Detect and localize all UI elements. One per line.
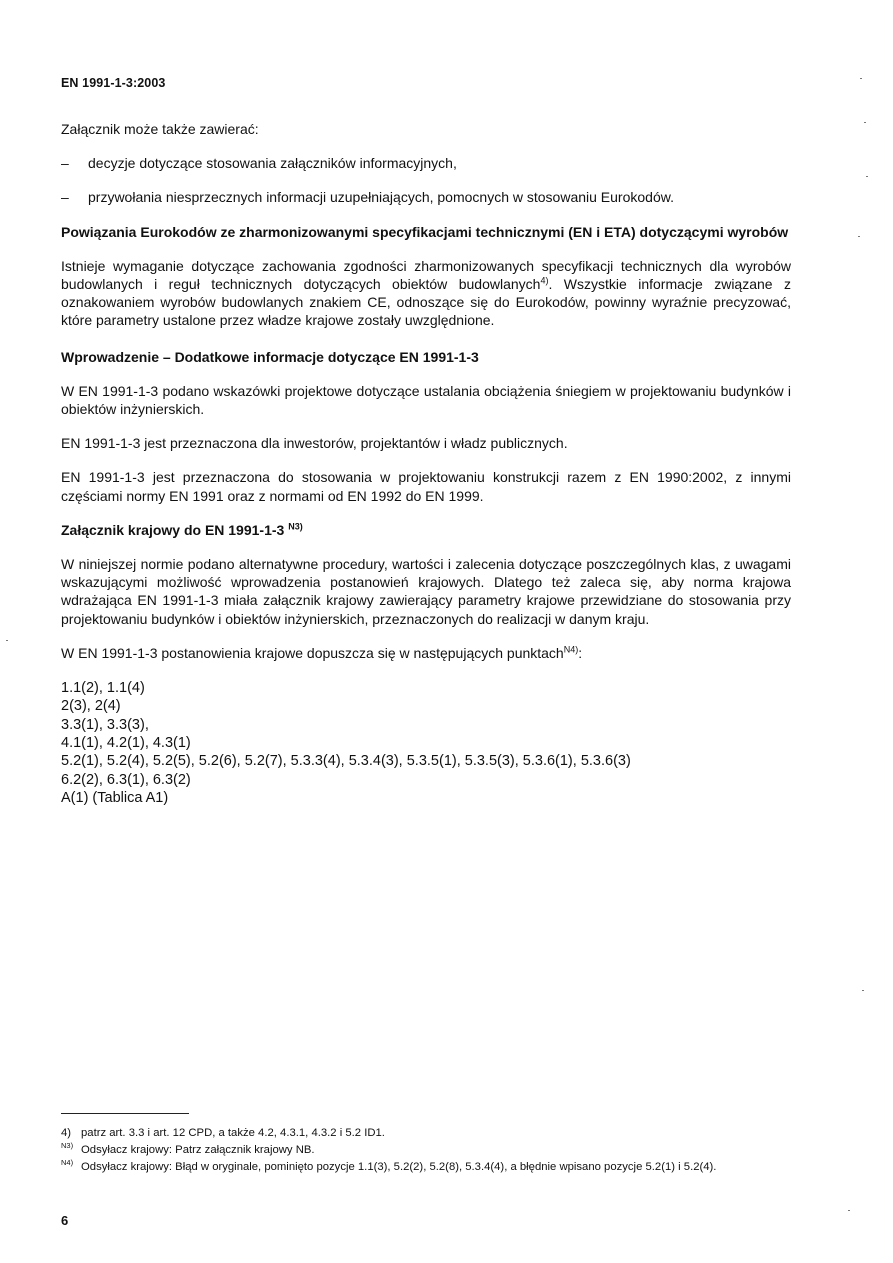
footnote-text: patrz art. 3.3 i art. 12 CPD, a także 4.2, 4.3.1, 4.3.2 i 5.2 ID1. — [81, 1127, 385, 1139]
paragraph-introduction-2: EN 1991-1-3 jest przeznaczona dla inwestorów, projektantów i władz publicznych. — [61, 435, 568, 452]
footnote-item — [61, 1126, 791, 1141]
clause-list-item: 1.1(2), 1.1(4) — [61, 680, 145, 697]
section-heading-harmonized-specs: Powiązania Eurokodów ze zharmonizowanymi specyfikacjami technicznymi (EN i ETA) dotyczącymi wyrobów — [61, 223, 789, 240]
paragraph-text: . Wszystkie informacje związane z oznakowaniem wyrobów budowlanych znakiem CE, odnoszące się do Eurokodów, powinny wyraźnie precyzować, które parametry ustalone przez władze krajowe zostały uwzględnione. — [61, 276, 791, 329]
scan-speck — [864, 122, 866, 123]
page-body — [61, 120, 791, 807]
paragraph-national-provisions — [61, 644, 791, 662]
clause-list-item: 5.2(1), 5.2(4), 5.2(5), 5.2(6), 5.2(7), 5.3.3(4), 5.3.4(3), 5.3.5(1), 5.3.5(3), 5.3.6(1), 5.3.6(3) — [61, 753, 631, 770]
section-heading-national-annex — [61, 521, 791, 539]
paragraph-text: : — [578, 644, 583, 661]
clause-list-item: A(1) (Tablica A1) — [61, 789, 169, 806]
footnote-text: Odsyłacz krajowy: Błąd w oryginale, pominięto pozycje 1.1(3), 5.2(2), 5.2(8), 5.3.4(4), a błędnie wpisano pozycje 5.2(1) i 5.2(4). — [81, 1161, 717, 1174]
footnote-mark — [61, 1160, 73, 1175]
intro-list-item — [61, 188, 791, 206]
footnote-ref-n4: N4) — [563, 644, 579, 655]
intro-lead: Załącznik może także zawierać: — [61, 121, 259, 137]
scan-speck — [862, 990, 864, 991]
footnote-mark — [61, 1143, 73, 1158]
paragraph-national-annex: W niniejszej normie podano alternatywne procedury, wartości i zalecenia dotyczące poszczególnych klas, z uwagami wskazującymi możliwość wprowadzenia postanowień krajowych. Dlatego też zaleca się, aby norma krajowa wdrażająca EN 1991-1-3 miała załącznik krajowy zawierający parametry krajowe przewidziane do stosowania przy projektowaniu budynków i obiektów inżynierskich, przeznaczonych do realizacji w danym kraju. — [61, 556, 791, 627]
footnote-mark-sup: N3) — [61, 1141, 74, 1151]
paragraph-text: W EN 1991-1-3 postanowienia krajowe dopuszcza się w następujących punktach — [61, 644, 564, 661]
clause-list-item: 4.1(1), 4.2(1), 4.3(1) — [61, 734, 191, 751]
dash-bullet: – — [61, 189, 69, 206]
scan-speck — [848, 1210, 850, 1211]
footnote-item — [61, 1143, 791, 1158]
footnote-ref-n3: N3) — [288, 521, 303, 532]
paragraph-introduction-3: EN 1991-1-3 jest przeznaczona do stosowania w projektowaniu konstrukcji razem z EN 1990:2002, z innymi częściami normy EN 1991 oraz z normami od EN 1992 do EN 1999. — [61, 469, 791, 504]
footnote-mark: 4) — [61, 1127, 72, 1139]
clause-list-item: 6.2(2), 6.3(1), 6.3(2) — [61, 771, 191, 788]
paragraph-harmonized-specs — [61, 257, 791, 330]
section-heading-introduction: Wprowadzenie – Dodatkowe informacje dotyczące EN 1991-1-3 — [61, 348, 479, 365]
scan-speck — [858, 236, 860, 237]
paragraph-text: Istnieje wymaganie dotyczące zachowania zgodności zharmonizowanych specyfikacji technicznych dla wyrobów budowlanych i reguł technicznych dotyczących obiektów budowlanych — [61, 257, 791, 293]
clause-list — [61, 679, 791, 807]
standard-code-header: EN 1991-1-3:2003 — [61, 76, 166, 90]
footnote-mark-sup: N4) — [61, 1158, 74, 1168]
footnote-ref-4: 4) — [540, 275, 549, 286]
footnote-divider — [61, 1113, 189, 1114]
scan-speck — [860, 78, 862, 79]
dash-bullet: – — [61, 155, 69, 172]
scan-speck — [866, 176, 868, 177]
clause-list-item: 2(3), 2(4) — [61, 698, 121, 715]
intro-list-item-text: przywołania niesprzecznych informacji uzupełniających, pomocnych w stosowaniu Eurokodów. — [88, 189, 674, 206]
paragraph-introduction-1: W EN 1991-1-3 podano wskazówki projektowe dotyczące ustalania obciążenia śniegiem w projektowaniu budynków i obiektów inżynierskich. — [61, 382, 791, 418]
footnotes — [61, 1126, 791, 1177]
page-number: 6 — [61, 1213, 69, 1228]
footnote-text: Odsyłacz krajowy: Patrz załącznik krajowy NB. — [81, 1144, 315, 1157]
heading-text: Załącznik krajowy do EN 1991-1-3 — [61, 521, 285, 538]
footnote-item — [61, 1160, 791, 1175]
scan-speck — [6, 640, 8, 641]
intro-list-item-text: decyzje dotyczące stosowania załączników informacyjnych, — [88, 155, 457, 172]
intro-list-item — [61, 154, 791, 172]
clause-list-item: 3.3(1), 3.3(3), — [61, 716, 149, 733]
